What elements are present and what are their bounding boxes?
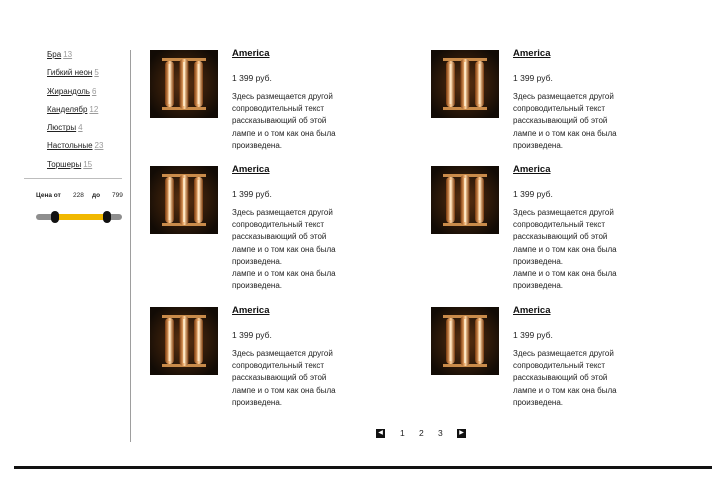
description-line: Здесь размещается другой	[513, 92, 614, 101]
description-line: сопроводительный текст	[513, 361, 606, 371]
category-count: 23	[94, 141, 104, 151]
page-link-3[interactable]: 3	[438, 428, 443, 438]
sidebar-separator	[130, 50, 131, 442]
footer-rule	[14, 466, 712, 469]
category-name: Жирандоль	[47, 86, 90, 96]
product-title-link[interactable]: America	[513, 48, 551, 59]
category-name: Бра	[47, 50, 62, 59]
category-count: 6	[91, 86, 97, 96]
description-line: сопроводительный текст	[513, 220, 606, 230]
product-description	[513, 348, 683, 409]
category-name: Торшеры	[47, 159, 82, 169]
product-image[interactable]	[431, 307, 499, 375]
next-arrow-icon[interactable]: ▶	[457, 429, 466, 438]
category-name: Настольные	[47, 141, 93, 151]
description-line: лампе и о том как она была	[513, 244, 617, 254]
description-line: лампе и о том как она была	[513, 128, 617, 138]
product-info	[232, 300, 402, 409]
product-title-link[interactable]: America	[232, 305, 270, 316]
description-line: Здесь размещается другой	[513, 208, 614, 217]
category-item-table-lamps[interactable]	[47, 137, 124, 155]
description-line: рассказывающий об этой	[232, 232, 327, 242]
description-line: рассказывающий об этой	[232, 116, 327, 126]
category-count: 5	[94, 68, 99, 78]
sidebar-divider	[24, 178, 122, 179]
product-info	[513, 300, 683, 409]
category-item-bra[interactable]	[47, 46, 124, 64]
description-line: рассказывающий об этой	[513, 373, 608, 383]
product-description	[232, 91, 402, 152]
price-range-slider[interactable]	[24, 210, 124, 224]
slider-handle-max[interactable]	[103, 211, 111, 223]
product-info	[513, 159, 683, 292]
category-count: 15	[83, 159, 93, 169]
product-title-link[interactable]: America	[513, 305, 551, 316]
product-price: 1 399 руб.	[232, 189, 272, 199]
page-link-1[interactable]: 1	[400, 428, 405, 438]
product-price: 1 399 руб.	[513, 330, 553, 340]
product-description	[232, 207, 402, 292]
category-sidebar	[24, 46, 124, 224]
product-title-link[interactable]: America	[513, 164, 551, 175]
category-item-chandeliers[interactable]	[47, 119, 124, 137]
category-item-floor-lamps[interactable]	[47, 156, 124, 174]
description-line: рассказывающий об этой	[232, 373, 327, 383]
product-image[interactable]	[431, 50, 499, 118]
category-item-girandole[interactable]	[47, 83, 124, 101]
description-line: сопроводительный текст	[232, 220, 325, 230]
slider-handle-min[interactable]	[51, 211, 59, 223]
description-line: сопроводительный текст	[232, 104, 325, 114]
slider-selected-range	[55, 214, 107, 220]
description-line: Здесь размещается другой	[513, 349, 614, 358]
category-list	[24, 46, 124, 174]
prev-arrow-icon[interactable]: ◀	[376, 429, 385, 438]
category-count: 4	[78, 123, 83, 133]
product-price: 1 399 руб.	[232, 330, 272, 340]
description-line: произведена.	[232, 140, 283, 150]
category-name: Канделябр	[47, 104, 88, 114]
description-line: рассказывающий об этой	[513, 116, 608, 126]
category-name: Люстры	[47, 123, 77, 133]
category-name: Гибкий неон	[47, 68, 93, 78]
price-to-value: 799	[112, 192, 123, 200]
product-info	[513, 43, 683, 152]
description-line: произведена.	[232, 256, 283, 266]
description-line: Здесь размещается другой	[232, 92, 333, 101]
price-from-label: Цена от	[36, 192, 61, 200]
description-line: лампе и о том как она была	[232, 269, 336, 279]
description-line: произведена.	[513, 256, 564, 266]
category-item-candelabra[interactable]	[47, 101, 124, 119]
description-line: лампе и о том как она была	[513, 269, 617, 279]
description-line: произведена.	[513, 140, 564, 150]
category-count: 12	[89, 104, 99, 114]
price-from-value: 228	[73, 192, 84, 200]
description-line: лампе и о том как она была	[513, 385, 617, 395]
description-line: произведена.	[232, 397, 283, 407]
product-price: 1 399 руб.	[513, 189, 553, 199]
product-title-link[interactable]: America	[232, 164, 270, 175]
description-line: Здесь размещается другой	[232, 208, 333, 217]
product-image[interactable]	[150, 166, 218, 234]
description-line: сопроводительный текст	[513, 104, 606, 114]
price-filter-labels	[24, 192, 124, 204]
product-description	[513, 91, 683, 152]
description-line: сопроводительный текст	[232, 361, 325, 371]
category-item-flex-neon[interactable]	[47, 64, 124, 82]
product-title-link[interactable]: America	[232, 48, 270, 59]
page-link-2[interactable]: 2	[419, 428, 424, 438]
product-image[interactable]	[150, 307, 218, 375]
description-line: Здесь размещается другой	[232, 349, 333, 358]
product-info	[232, 43, 402, 152]
description-line: лампе и о том как она была	[232, 128, 336, 138]
product-price: 1 399 руб.	[513, 73, 553, 83]
price-to-label: до	[92, 192, 101, 200]
product-image[interactable]	[431, 166, 499, 234]
product-description	[232, 348, 402, 409]
product-description	[513, 207, 683, 292]
description-line: произведена.	[513, 281, 564, 291]
description-line: лампе и о том как она была	[232, 385, 336, 395]
description-line: рассказывающий об этой	[513, 232, 608, 242]
description-line: произведена.	[513, 397, 564, 407]
product-image[interactable]	[150, 50, 218, 118]
description-line: лампе и о том как она была	[232, 244, 336, 254]
product-info	[232, 159, 402, 292]
category-count: 13	[63, 50, 73, 59]
description-line: произведена.	[232, 281, 283, 291]
pagination	[376, 429, 472, 439]
product-price: 1 399 руб.	[232, 73, 272, 83]
